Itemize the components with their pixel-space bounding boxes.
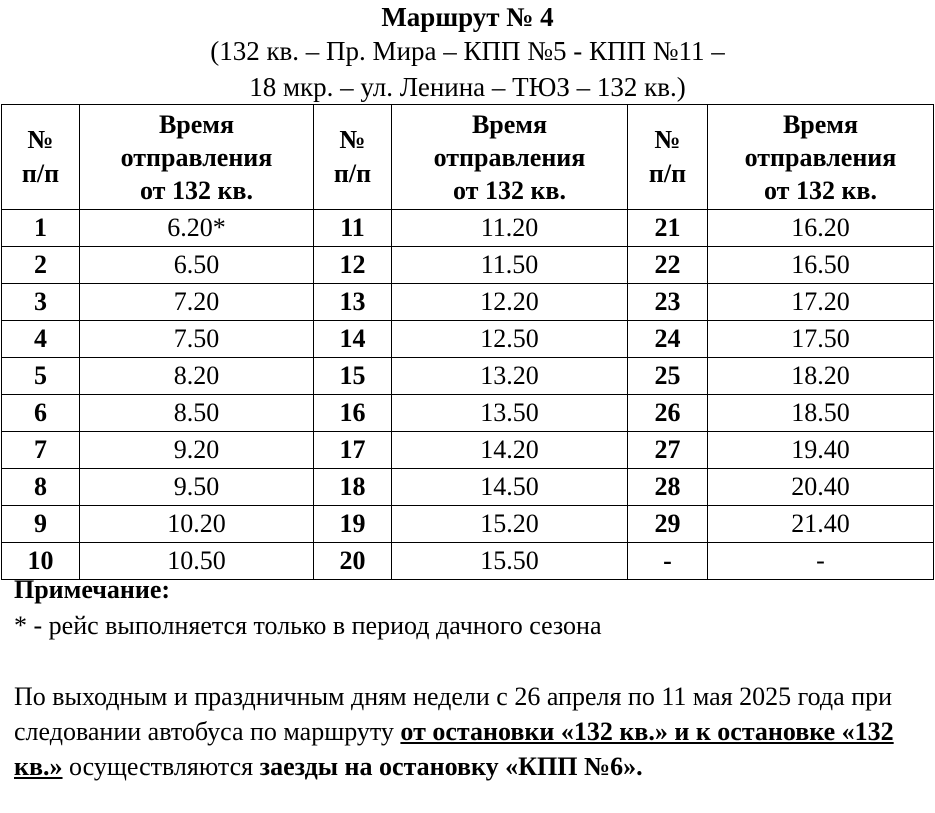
departure-time: 14.50 (392, 469, 628, 506)
header-time-line3: от 132 кв. (140, 175, 253, 205)
trip-number: 3 (2, 284, 80, 321)
departure-time: 8.20 (80, 358, 314, 395)
trip-number: 28 (628, 469, 708, 506)
header-time-line3: от 132 кв. (764, 175, 877, 205)
departure-time: 18.50 (708, 395, 934, 432)
departure-time: 6.20* (80, 210, 314, 247)
header-num-line2: п/п (333, 159, 372, 188)
header-time-line2: отправления (744, 142, 897, 172)
trip-number: 18 (314, 469, 392, 506)
table-row (2, 469, 934, 506)
header-time (708, 105, 934, 210)
departure-time: 17.50 (708, 321, 934, 358)
trip-number: 10 (2, 543, 80, 580)
header-time-line1: Время (158, 109, 235, 139)
departure-time: 11.50 (392, 247, 628, 284)
table-row (2, 506, 934, 543)
departure-time: 18.20 (708, 358, 934, 395)
table-header-row (2, 105, 934, 210)
trip-number: 29 (628, 506, 708, 543)
departure-time: 7.50 (80, 321, 314, 358)
departure-time: 6.50 (80, 247, 314, 284)
header-num (628, 105, 708, 210)
departure-time: 8.50 (80, 395, 314, 432)
header-num (2, 105, 80, 210)
table-row (2, 247, 934, 284)
header-num-line1: № (339, 125, 366, 154)
trip-number: 23 (628, 284, 708, 321)
departure-time: 15.50 (392, 543, 628, 580)
notice-stop-kpp6: заезды на остановку «КПП №6». (259, 752, 643, 781)
table-row (2, 432, 934, 469)
trip-number: 14 (314, 321, 392, 358)
departure-time: 9.20 (80, 432, 314, 469)
departure-time: 12.50 (392, 321, 628, 358)
departure-time: 21.40 (708, 506, 934, 543)
table-row (2, 358, 934, 395)
trip-number: 24 (628, 321, 708, 358)
trip-number: 13 (314, 284, 392, 321)
trip-number: 1 (2, 210, 80, 247)
trip-number: 19 (314, 506, 392, 543)
header-time-line2: отправления (120, 142, 273, 172)
notice-text-part-1: По выходным и праздничным дням недели с 26 апреля по 11 мая 2025 года при следовании автобуса по маршруту (14, 682, 893, 746)
header-time-line1: Время (471, 109, 548, 139)
departure-time: 15.20 (392, 506, 628, 543)
notice-stops-highlight: от остановки «132 кв.» и к остановке «132 кв.» (14, 717, 894, 781)
header-time-line2: отправления (433, 142, 586, 172)
header-num-line1: № (27, 125, 54, 154)
note-title: Примечание: (14, 575, 171, 604)
departure-time: 13.50 (392, 395, 628, 432)
table-row (2, 210, 934, 247)
trip-number: 5 (2, 358, 80, 395)
departure-time: 20.40 (708, 469, 934, 506)
holiday-notice-paragraph (14, 679, 932, 784)
departure-time: 14.20 (392, 432, 628, 469)
trip-number: 15 (314, 358, 392, 395)
trip-number: 26 (628, 395, 708, 432)
table-row (2, 321, 934, 358)
departure-time: 16.50 (708, 247, 934, 284)
trip-number: 20 (314, 543, 392, 580)
header-num-line1: № (654, 125, 681, 154)
page-title: Маршрут № 4 (381, 2, 554, 32)
trip-number: 8 (2, 469, 80, 506)
trip-number: 4 (2, 321, 80, 358)
departure-time: 12.20 (392, 284, 628, 321)
departure-time: 10.20 (80, 506, 314, 543)
trip-number: - (628, 543, 708, 580)
table-row (2, 284, 934, 321)
trip-number: 27 (628, 432, 708, 469)
departure-time: 17.20 (708, 284, 934, 321)
header-num-line2: п/п (21, 159, 60, 188)
header-time-line3: от 132 кв. (453, 175, 566, 205)
departure-time: 19.40 (708, 432, 934, 469)
trip-number: 9 (2, 506, 80, 543)
departure-time: 13.20 (392, 358, 628, 395)
departure-time: 16.20 (708, 210, 934, 247)
trip-number: 12 (314, 247, 392, 284)
header-num-line2: п/п (648, 159, 687, 188)
header-time-line1: Время (782, 109, 859, 139)
header-time (80, 105, 314, 210)
trip-number: 25 (628, 358, 708, 395)
table-row (2, 395, 934, 432)
notice-text-part-3: осуществляются (62, 752, 260, 781)
trip-number: 11 (314, 210, 392, 247)
departure-time: 11.20 (392, 210, 628, 247)
departure-time: - (708, 543, 934, 580)
trip-number: 7 (2, 432, 80, 469)
trip-number: 2 (2, 247, 80, 284)
note-text: * - рейс выполняется только в период дачного сезона (14, 611, 602, 640)
departure-time: 9.50 (80, 469, 314, 506)
trip-number: 6 (2, 395, 80, 432)
header-num (314, 105, 392, 210)
trip-number: 21 (628, 210, 708, 247)
header-time (392, 105, 628, 210)
schedule-table (1, 104, 934, 580)
departure-time: 7.20 (80, 284, 314, 321)
departure-time: 10.50 (80, 543, 314, 580)
trip-number: 22 (628, 247, 708, 284)
route-description-line-2: 18 мкр. – ул. Ленина – ТЮЗ – 132 кв.) (249, 72, 686, 102)
route-description-line-1: (132 кв. – Пр. Мира – КПП №5 - КПП №11 – (210, 36, 725, 66)
trip-number: 16 (314, 395, 392, 432)
trip-number: 17 (314, 432, 392, 469)
